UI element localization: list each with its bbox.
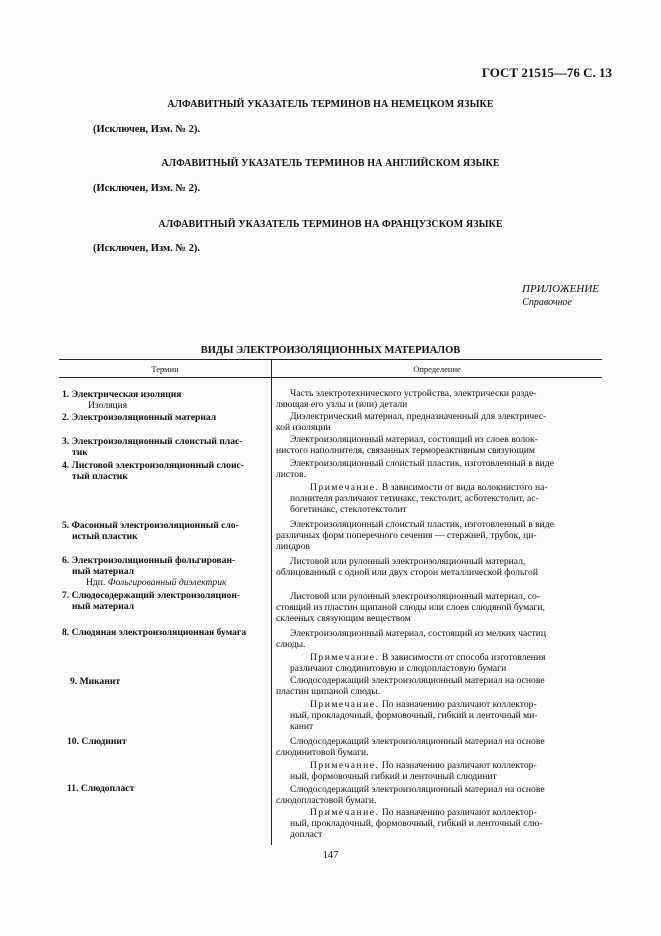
note-label: Примечание. bbox=[310, 760, 380, 771]
definition-line: Диэлектрический материал, предназначенный для электричес- bbox=[290, 411, 547, 422]
column-header-term: Термин bbox=[151, 364, 179, 374]
note-line: По назначению различают коллектор- bbox=[381, 760, 537, 771]
note-line: различают слюдинитовую и слюдопластовую бумаги bbox=[290, 663, 507, 675]
note-line: допласт bbox=[290, 829, 323, 841]
term-3 bbox=[62, 436, 274, 458]
term-text: 9. Миканит bbox=[70, 676, 121, 687]
section-title-french: АЛФАВИТНЫЙ УКАЗАТЕЛЬ ТЕРМИНОВ НА ФРАНЦУЗСКОМ ЯЗЫКЕ bbox=[158, 219, 503, 230]
note-10 bbox=[290, 760, 600, 782]
term-7 bbox=[62, 590, 274, 612]
definition-10 bbox=[276, 736, 600, 758]
section-note-german: (Исключен, Изм. № 2). bbox=[93, 124, 200, 135]
term-10 bbox=[62, 736, 274, 747]
deprecated-label: Ндп. bbox=[86, 577, 106, 588]
definition-6 bbox=[276, 556, 600, 578]
term-text: 11. Слюдопласт bbox=[67, 783, 135, 794]
note-label: Примечание. bbox=[310, 807, 380, 818]
definition-line: Листовой или рулонный электроизоляционный материал, со- bbox=[290, 591, 540, 602]
term-text: 2. Электроизоляционный материал bbox=[62, 412, 217, 423]
term-5 bbox=[62, 520, 274, 542]
term-text: 3. Электроизоляционный слоистый плас- bbox=[62, 436, 243, 447]
definition-1 bbox=[276, 388, 600, 410]
note-label: Примечание. bbox=[310, 699, 380, 710]
note-label: Примечание. bbox=[310, 482, 380, 493]
term-text: 1. Электрическая изоляция bbox=[62, 389, 182, 400]
term-6 bbox=[62, 555, 274, 588]
section-note-french: (Исключен, Изм. № 2). bbox=[93, 243, 200, 254]
term-text: истый пластик bbox=[72, 531, 138, 542]
definition-line: ляющая его узлы и (или) детали bbox=[276, 399, 408, 411]
definition-line: кой изоляции bbox=[276, 422, 331, 434]
column-header-definition: Определение bbox=[413, 364, 461, 374]
table-top-rule bbox=[59, 359, 602, 360]
note-9 bbox=[290, 699, 600, 733]
note-line: канит bbox=[290, 721, 314, 733]
definition-11 bbox=[276, 784, 600, 806]
note-line: В зависимости от вида волокнистого на- bbox=[381, 482, 548, 493]
definition-4 bbox=[276, 458, 600, 480]
term-text: 8. Слюдяная электроизоляционная бумага bbox=[62, 627, 247, 638]
deprecated-term: Фольгированный диэлектрик bbox=[107, 577, 227, 588]
note-line: богетинакс, стеклотекстолит bbox=[290, 504, 407, 516]
definition-line: облицованный с одной или двух сторон металлической фольгой bbox=[276, 567, 538, 579]
definition-line: различных форм поперечного сечения — стержней, трубок, ци- bbox=[276, 530, 537, 542]
note-8 bbox=[290, 652, 600, 674]
term-11 bbox=[62, 783, 274, 794]
definition-line: Слюдосодержащий электроизоляционный материал на основе bbox=[290, 784, 545, 795]
term-text: 10. Слюдинит bbox=[67, 736, 127, 747]
table-title: ВИДЫ ЭЛЕКТРОИЗОЛЯЦИОННЫХ МАТЕРИАЛОВ bbox=[200, 345, 461, 356]
term-1 bbox=[62, 389, 274, 411]
term-text: ный материал bbox=[72, 601, 135, 612]
note-line: полнителя различают гетинакс, текстолит, асботекстолит, ас- bbox=[290, 493, 539, 505]
definition-line: стоящий из пластин щипаной слюды или слоев слюдяной бумаги, bbox=[276, 602, 545, 614]
definition-line: линдров bbox=[276, 541, 311, 553]
definition-line: Электроизоляционный материал, состоящий из слоев волок- bbox=[290, 434, 538, 445]
definition-line: Электроизоляционный слоистый пластик, изготовленный в виде bbox=[290, 458, 554, 469]
definition-9 bbox=[276, 675, 600, 697]
document-id: ГОСТ 21515—76 С. 13 bbox=[481, 65, 612, 80]
term-text: ный материал bbox=[72, 566, 135, 577]
term-text: 7. Слюдосодержащий электроизоляцион- bbox=[62, 590, 241, 601]
definition-line: листов. bbox=[276, 469, 306, 481]
term-text: тик bbox=[72, 447, 88, 458]
note-line: По назначению различают коллектор- bbox=[381, 807, 537, 818]
page-number: 147 bbox=[322, 850, 339, 861]
definition-5 bbox=[276, 519, 600, 553]
definition-line: слюдинитовой бумаги. bbox=[276, 747, 369, 759]
definition-line: Слюдосодержащий электроизоляционный материал на основе bbox=[290, 736, 545, 747]
definition-line: нистого наполнителя, связанных термореактивным связующим bbox=[276, 445, 535, 457]
definition-line: слюды. bbox=[276, 639, 306, 651]
note-line: В зависимости от способа изготовления bbox=[381, 652, 546, 663]
note-4 bbox=[290, 482, 600, 516]
note-line: По назначению различают коллектор- bbox=[381, 699, 537, 710]
definition-3 bbox=[276, 434, 600, 456]
definition-line: слюдопластовой бумаги. bbox=[276, 795, 377, 807]
note-line: ный, формовочный гибкий и ленточный слюдинит bbox=[290, 771, 497, 783]
term-2 bbox=[62, 412, 274, 423]
term-text: 4. Листовой электроизоляционный слоис- bbox=[62, 460, 244, 471]
definition-line: пластин щипаной слюды. bbox=[276, 686, 381, 698]
term-text: тый пластик bbox=[72, 471, 128, 482]
term-text: 6. Электроизоляционный фольгирован- bbox=[62, 555, 236, 566]
definition-2 bbox=[276, 411, 600, 433]
definition-line: Электроизоляционный материал, состоящий из мелких частиц bbox=[290, 628, 546, 639]
term-8 bbox=[62, 627, 274, 638]
definition-line: Часть электротехнического устройства, электрически разде- bbox=[290, 388, 537, 399]
section-title-english: АЛФАВИТНЫЙ УКАЗАТЕЛЬ ТЕРМИНОВ НА АНГЛИЙСКОМ ЯЗЫКЕ bbox=[161, 158, 500, 169]
note-line: ный, прокладочный, формовочный, гибкий и ленточный слю- bbox=[290, 818, 543, 830]
section-note-english: (Исключен, Изм. № 2). bbox=[93, 183, 200, 194]
note-11 bbox=[290, 807, 600, 841]
definition-line: Слюдосодержащий электроизоляционный материал на основе bbox=[290, 675, 545, 686]
term-text: 5. Фасонный электроизоляционный сло- bbox=[62, 520, 239, 531]
definition-line: склееных связующим веществом bbox=[276, 613, 411, 625]
term-4 bbox=[62, 460, 274, 482]
definition-line: Электроизоляционный слоистый пластик, изготовленный в виде bbox=[290, 519, 554, 530]
note-line: ный, прокладочный, формовочный, гибкий и ленточный ми- bbox=[290, 710, 538, 722]
term-9 bbox=[62, 676, 274, 687]
definition-line: Листовой или рулонный электроизоляционный материал, bbox=[290, 556, 526, 567]
appendix-label: ПРИЛОЖЕНИЕ bbox=[522, 283, 599, 295]
definition-8 bbox=[276, 628, 600, 650]
definition-7 bbox=[276, 591, 600, 625]
section-title-german: АЛФАВИТНЫЙ УКАЗАТЕЛЬ ТЕРМИНОВ НА НЕМЕЦКОМ ЯЗЫКЕ bbox=[167, 99, 494, 110]
appendix-sub: Справочное bbox=[522, 297, 572, 308]
note-label: Примечание. bbox=[310, 652, 380, 663]
term-synonym: Изоляция bbox=[88, 400, 128, 411]
table-header-rule bbox=[59, 377, 602, 378]
